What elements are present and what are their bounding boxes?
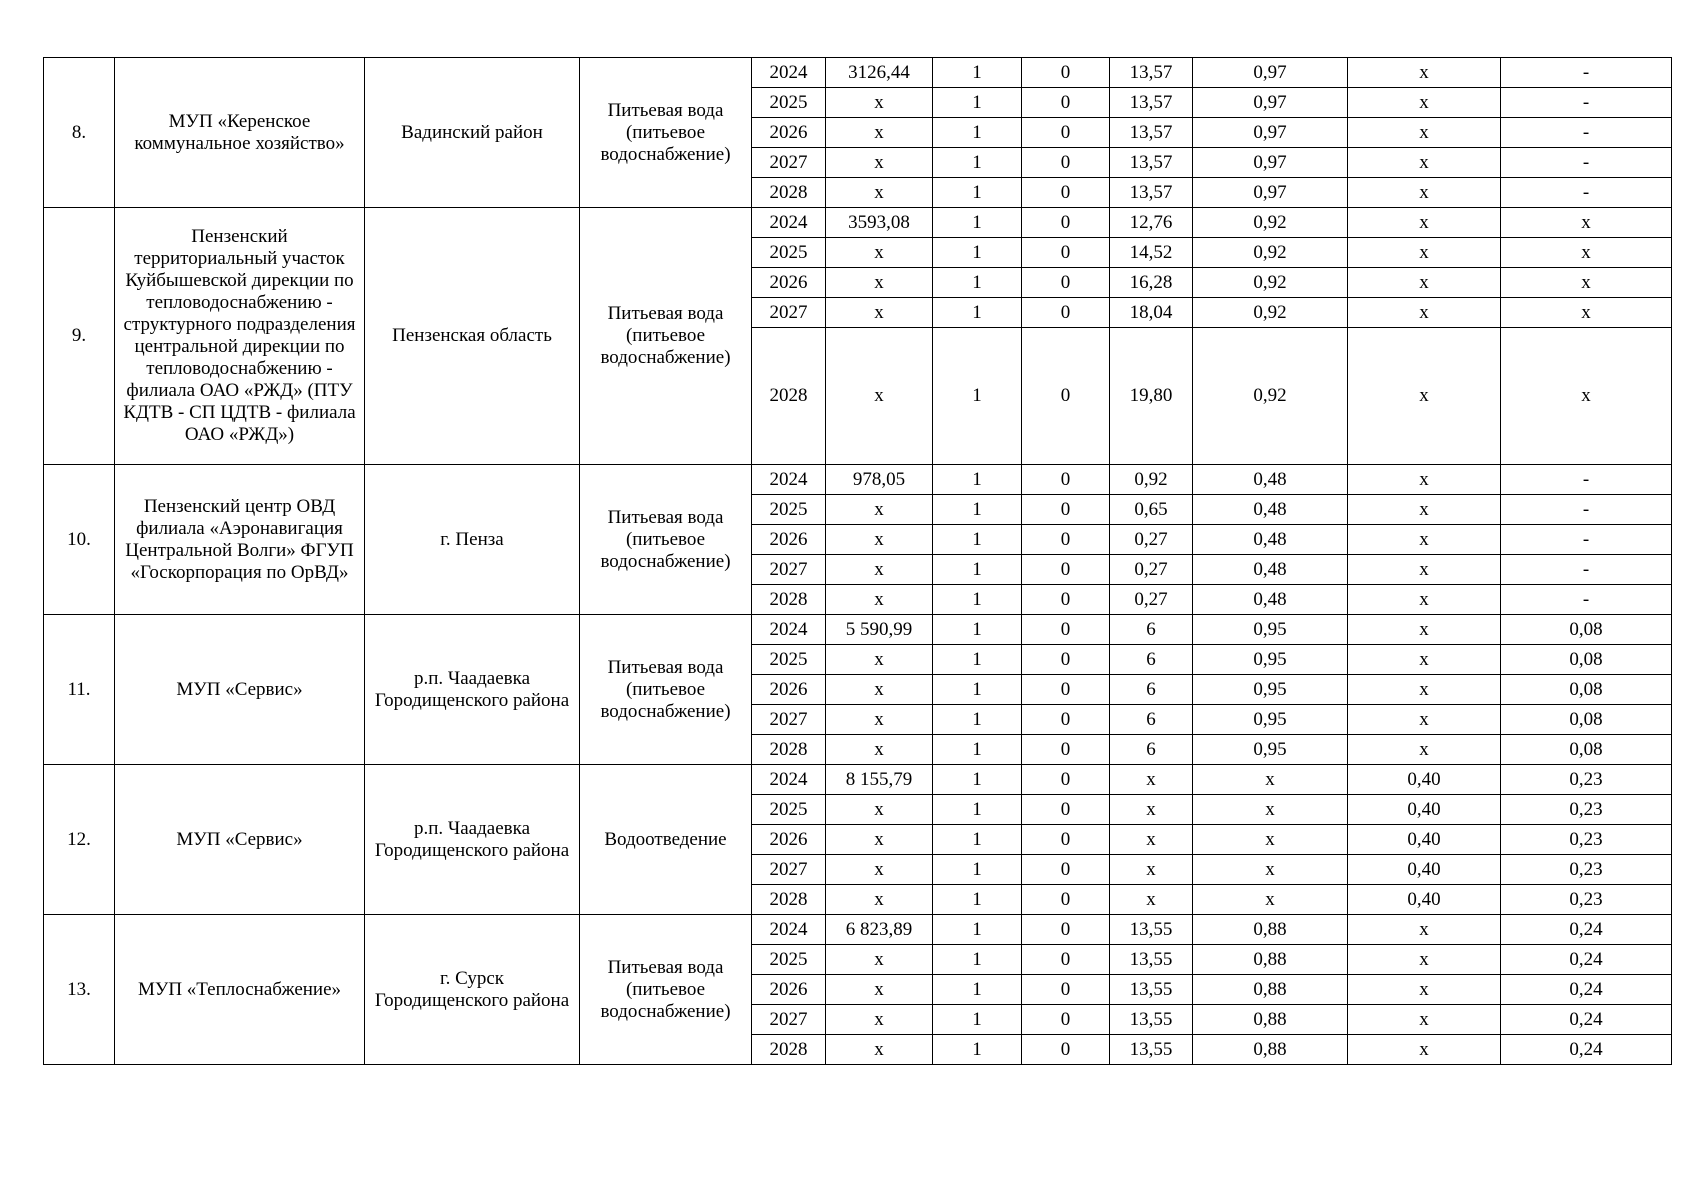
cell-indicator-e: х [1348, 148, 1501, 178]
cell-indicator-d: 0,92 [1193, 268, 1348, 298]
cell-value: х [826, 825, 933, 855]
cell-year: 2025 [752, 238, 826, 268]
row-number: 11. [44, 615, 115, 765]
cell-indicator-a: 1 [933, 525, 1022, 555]
cell-indicator-b: 0 [1022, 615, 1110, 645]
cell-indicator-e: х [1348, 465, 1501, 495]
cell-value: х [826, 975, 933, 1005]
cell-indicator-d: 0,88 [1193, 1035, 1348, 1065]
cell-year: 2024 [752, 765, 826, 795]
cell-indicator-a: 1 [933, 825, 1022, 855]
cell-value: х [826, 238, 933, 268]
cell-value: х [826, 585, 933, 615]
cell-indicator-d: 0,97 [1193, 58, 1348, 88]
cell-indicator-e: х [1348, 1035, 1501, 1065]
cell-indicator-b: 0 [1022, 1005, 1110, 1035]
location: р.п. Чаадаевка Городищенского района [365, 765, 580, 915]
organization-name: Пензенский центр ОВД филиала «Аэронавигация Центральной Волги» ФГУП «Госкорпорация по ОрВД» [115, 465, 365, 615]
location: Пензенская область [365, 208, 580, 465]
cell-indicator-c: х [1110, 795, 1193, 825]
cell-indicator-a: 1 [933, 1005, 1022, 1035]
cell-indicator-f: - [1501, 555, 1672, 585]
cell-year: 2028 [752, 328, 826, 465]
cell-indicator-e: х [1348, 118, 1501, 148]
cell-indicator-d: 0,48 [1193, 555, 1348, 585]
cell-indicator-e: х [1348, 328, 1501, 465]
cell-indicator-e: х [1348, 525, 1501, 555]
cell-value: х [826, 268, 933, 298]
cell-indicator-d: 0,95 [1193, 705, 1348, 735]
cell-indicator-b: 0 [1022, 825, 1110, 855]
cell-indicator-c: 18,04 [1110, 298, 1193, 328]
cell-indicator-c: 0,27 [1110, 585, 1193, 615]
cell-indicator-e: 0,40 [1348, 795, 1501, 825]
cell-value: 5 590,99 [826, 615, 933, 645]
cell-indicator-c: 6 [1110, 705, 1193, 735]
cell-value: х [826, 855, 933, 885]
cell-value: х [826, 675, 933, 705]
cell-indicator-f: 0,23 [1501, 765, 1672, 795]
cell-indicator-f: 0,24 [1501, 915, 1672, 945]
cell-value: х [826, 495, 933, 525]
row-number: 8. [44, 58, 115, 208]
cell-indicator-c: 6 [1110, 645, 1193, 675]
table-row [44, 915, 1672, 945]
cell-indicator-f: 0,23 [1501, 795, 1672, 825]
cell-indicator-e: х [1348, 298, 1501, 328]
cell-indicator-d: 0,48 [1193, 495, 1348, 525]
cell-year: 2028 [752, 1035, 826, 1065]
cell-indicator-b: 0 [1022, 238, 1110, 268]
cell-indicator-b: 0 [1022, 795, 1110, 825]
cell-indicator-b: 0 [1022, 1035, 1110, 1065]
cell-indicator-f: х [1501, 328, 1672, 465]
cell-indicator-c: 13,55 [1110, 1035, 1193, 1065]
location: Вадинский район [365, 58, 580, 208]
cell-indicator-d: 0,97 [1193, 148, 1348, 178]
cell-indicator-f: 0,23 [1501, 855, 1672, 885]
row-number: 10. [44, 465, 115, 615]
cell-indicator-a: 1 [933, 148, 1022, 178]
cell-indicator-f: х [1501, 268, 1672, 298]
cell-indicator-f: 0,23 [1501, 825, 1672, 855]
cell-indicator-f: 0,24 [1501, 1005, 1672, 1035]
table-row [44, 765, 1672, 795]
cell-indicator-c: 0,27 [1110, 525, 1193, 555]
cell-indicator-e: х [1348, 1005, 1501, 1035]
cell-value: 978,05 [826, 465, 933, 495]
organization-name: МУП «Керенское коммунальное хозяйство» [115, 58, 365, 208]
cell-indicator-e: х [1348, 208, 1501, 238]
cell-indicator-f: - [1501, 58, 1672, 88]
cell-indicator-d: х [1193, 795, 1348, 825]
cell-indicator-c: 13,57 [1110, 118, 1193, 148]
cell-year: 2027 [752, 705, 826, 735]
tariff-table [43, 57, 1672, 1065]
cell-indicator-b: 0 [1022, 208, 1110, 238]
cell-indicator-a: 1 [933, 465, 1022, 495]
cell-indicator-b: 0 [1022, 975, 1110, 1005]
cell-indicator-b: 0 [1022, 885, 1110, 915]
cell-year: 2028 [752, 735, 826, 765]
cell-indicator-c: 12,76 [1110, 208, 1193, 238]
cell-indicator-d: 0,48 [1193, 585, 1348, 615]
cell-indicator-e: х [1348, 915, 1501, 945]
cell-indicator-a: 1 [933, 58, 1022, 88]
cell-indicator-a: 1 [933, 645, 1022, 675]
cell-indicator-c: 13,57 [1110, 58, 1193, 88]
cell-indicator-c: 16,28 [1110, 268, 1193, 298]
cell-indicator-b: 0 [1022, 88, 1110, 118]
cell-indicator-d: 0,92 [1193, 328, 1348, 465]
cell-year: 2025 [752, 88, 826, 118]
organization-name: Пензенский территориальный участок Куйбышевской дирекции по тепловодоснабжению - структурного подразделения центральной дирекции по тепловодоснабжению - филиала ОАО «РЖД» (ПТУ КДТВ - СП ЦДТВ - филиала ОАО «РЖД») [115, 208, 365, 465]
cell-indicator-c: 13,55 [1110, 915, 1193, 945]
cell-indicator-e: х [1348, 645, 1501, 675]
cell-indicator-f: - [1501, 118, 1672, 148]
cell-year: 2024 [752, 465, 826, 495]
cell-indicator-d: х [1193, 825, 1348, 855]
cell-indicator-a: 1 [933, 208, 1022, 238]
location: р.п. Чаадаевка Городищенского района [365, 615, 580, 765]
cell-indicator-b: 0 [1022, 495, 1110, 525]
cell-year: 2026 [752, 975, 826, 1005]
cell-indicator-e: х [1348, 88, 1501, 118]
cell-indicator-c: 6 [1110, 675, 1193, 705]
cell-indicator-e: х [1348, 58, 1501, 88]
cell-year: 2027 [752, 855, 826, 885]
cell-indicator-f: 0,08 [1501, 705, 1672, 735]
cell-indicator-b: 0 [1022, 675, 1110, 705]
row-number: 9. [44, 208, 115, 465]
cell-indicator-d: 0,48 [1193, 465, 1348, 495]
table-row [44, 615, 1672, 645]
cell-indicator-a: 1 [933, 735, 1022, 765]
cell-indicator-e: х [1348, 495, 1501, 525]
cell-indicator-a: 1 [933, 298, 1022, 328]
organization-name: МУП «Сервис» [115, 765, 365, 915]
cell-indicator-d: 0,97 [1193, 118, 1348, 148]
cell-indicator-d: х [1193, 885, 1348, 915]
cell-indicator-c: х [1110, 825, 1193, 855]
cell-year: 2025 [752, 945, 826, 975]
cell-indicator-f: х [1501, 298, 1672, 328]
cell-year: 2027 [752, 298, 826, 328]
cell-indicator-e: х [1348, 615, 1501, 645]
cell-indicator-a: 1 [933, 675, 1022, 705]
cell-value: х [826, 705, 933, 735]
cell-year: 2024 [752, 58, 826, 88]
cell-indicator-a: 1 [933, 855, 1022, 885]
cell-indicator-a: 1 [933, 705, 1022, 735]
cell-value: х [826, 945, 933, 975]
cell-indicator-d: 0,95 [1193, 675, 1348, 705]
cell-indicator-e: 0,40 [1348, 825, 1501, 855]
cell-year: 2026 [752, 118, 826, 148]
table-row [44, 58, 1672, 88]
cell-value: х [826, 795, 933, 825]
cell-indicator-a: 1 [933, 585, 1022, 615]
cell-year: 2026 [752, 675, 826, 705]
cell-indicator-c: 0,92 [1110, 465, 1193, 495]
cell-indicator-b: 0 [1022, 765, 1110, 795]
cell-indicator-d: 0,48 [1193, 525, 1348, 555]
cell-indicator-c: х [1110, 855, 1193, 885]
cell-year: 2025 [752, 495, 826, 525]
cell-indicator-e: 0,40 [1348, 855, 1501, 885]
cell-indicator-d: 0,92 [1193, 238, 1348, 268]
cell-indicator-a: 1 [933, 328, 1022, 465]
cell-indicator-f: - [1501, 148, 1672, 178]
cell-value: 6 823,89 [826, 915, 933, 945]
cell-indicator-c: 0,27 [1110, 555, 1193, 585]
cell-indicator-e: х [1348, 555, 1501, 585]
cell-indicator-e: х [1348, 585, 1501, 615]
resource-type: Питьевая вода (питьевое водоснабжение) [580, 915, 752, 1065]
resource-type: Водоотведение [580, 765, 752, 915]
cell-value: х [826, 148, 933, 178]
cell-indicator-b: 0 [1022, 735, 1110, 765]
cell-indicator-b: 0 [1022, 645, 1110, 675]
cell-indicator-f: х [1501, 238, 1672, 268]
cell-indicator-a: 1 [933, 268, 1022, 298]
cell-indicator-c: 13,55 [1110, 945, 1193, 975]
cell-indicator-e: х [1348, 268, 1501, 298]
cell-indicator-d: 0,92 [1193, 298, 1348, 328]
cell-year: 2024 [752, 208, 826, 238]
cell-year: 2026 [752, 268, 826, 298]
cell-indicator-c: 0,65 [1110, 495, 1193, 525]
resource-type: Питьевая вода (питьевое водоснабжение) [580, 465, 752, 615]
cell-indicator-e: х [1348, 975, 1501, 1005]
cell-year: 2028 [752, 885, 826, 915]
cell-indicator-f: - [1501, 585, 1672, 615]
cell-indicator-b: 0 [1022, 58, 1110, 88]
cell-year: 2025 [752, 645, 826, 675]
cell-indicator-f: 0,24 [1501, 975, 1672, 1005]
organization-name: МУП «Сервис» [115, 615, 365, 765]
cell-indicator-f: - [1501, 495, 1672, 525]
cell-indicator-a: 1 [933, 915, 1022, 945]
cell-indicator-e: х [1348, 675, 1501, 705]
cell-indicator-d: х [1193, 765, 1348, 795]
cell-year: 2024 [752, 915, 826, 945]
cell-indicator-e: х [1348, 735, 1501, 765]
resource-type: Питьевая вода (питьевое водоснабжение) [580, 58, 752, 208]
cell-indicator-f: 0,23 [1501, 885, 1672, 915]
cell-indicator-d: 0,95 [1193, 735, 1348, 765]
cell-indicator-c: х [1110, 765, 1193, 795]
cell-value: 3593,08 [826, 208, 933, 238]
cell-indicator-b: 0 [1022, 178, 1110, 208]
cell-value: х [826, 885, 933, 915]
cell-indicator-c: 6 [1110, 735, 1193, 765]
cell-indicator-f: - [1501, 525, 1672, 555]
cell-indicator-f: 0,24 [1501, 945, 1672, 975]
cell-indicator-f: 0,08 [1501, 675, 1672, 705]
cell-indicator-c: 14,52 [1110, 238, 1193, 268]
resource-type: Питьевая вода (питьевое водоснабжение) [580, 208, 752, 465]
cell-year: 2027 [752, 148, 826, 178]
cell-indicator-b: 0 [1022, 555, 1110, 585]
cell-value: х [826, 555, 933, 585]
cell-indicator-d: 0,88 [1193, 915, 1348, 945]
location: г. Сурск Городищенского района [365, 915, 580, 1065]
cell-indicator-b: 0 [1022, 525, 1110, 555]
cell-value: х [826, 1005, 933, 1035]
cell-indicator-f: 0,08 [1501, 615, 1672, 645]
organization-name: МУП «Теплоснабжение» [115, 915, 365, 1065]
cell-indicator-f: - [1501, 178, 1672, 208]
cell-year: 2027 [752, 555, 826, 585]
cell-year: 2027 [752, 1005, 826, 1035]
cell-indicator-d: 0,88 [1193, 1005, 1348, 1035]
cell-indicator-f: - [1501, 465, 1672, 495]
cell-indicator-c: 13,57 [1110, 178, 1193, 208]
cell-indicator-f: 0,08 [1501, 735, 1672, 765]
cell-indicator-d: х [1193, 855, 1348, 885]
cell-year: 2024 [752, 615, 826, 645]
cell-indicator-a: 1 [933, 795, 1022, 825]
cell-indicator-b: 0 [1022, 705, 1110, 735]
cell-value: 8 155,79 [826, 765, 933, 795]
cell-indicator-b: 0 [1022, 328, 1110, 465]
cell-indicator-b: 0 [1022, 585, 1110, 615]
cell-indicator-a: 1 [933, 975, 1022, 1005]
cell-value: х [826, 118, 933, 148]
cell-year: 2026 [752, 525, 826, 555]
cell-indicator-a: 1 [933, 765, 1022, 795]
cell-indicator-a: 1 [933, 118, 1022, 148]
cell-indicator-f: - [1501, 88, 1672, 118]
cell-indicator-f: 0,08 [1501, 645, 1672, 675]
cell-indicator-c: 19,80 [1110, 328, 1193, 465]
cell-indicator-c: х [1110, 885, 1193, 915]
cell-indicator-e: х [1348, 178, 1501, 208]
row-number: 13. [44, 915, 115, 1065]
table-row [44, 208, 1672, 238]
table-body [44, 58, 1672, 1065]
cell-indicator-b: 0 [1022, 465, 1110, 495]
cell-indicator-e: 0,40 [1348, 885, 1501, 915]
cell-indicator-a: 1 [933, 885, 1022, 915]
cell-indicator-d: 0,95 [1193, 615, 1348, 645]
cell-indicator-b: 0 [1022, 855, 1110, 885]
cell-indicator-c: 13,55 [1110, 975, 1193, 1005]
cell-indicator-a: 1 [933, 1035, 1022, 1065]
cell-value: х [826, 735, 933, 765]
cell-indicator-c: 13,57 [1110, 88, 1193, 118]
cell-indicator-c: 13,55 [1110, 1005, 1193, 1035]
cell-indicator-b: 0 [1022, 148, 1110, 178]
cell-indicator-e: х [1348, 945, 1501, 975]
cell-indicator-a: 1 [933, 178, 1022, 208]
cell-value: 3126,44 [826, 58, 933, 88]
cell-value: х [826, 178, 933, 208]
cell-indicator-b: 0 [1022, 298, 1110, 328]
cell-indicator-d: 0,97 [1193, 178, 1348, 208]
cell-indicator-e: 0,40 [1348, 765, 1501, 795]
cell-indicator-b: 0 [1022, 945, 1110, 975]
location: г. Пенза [365, 465, 580, 615]
resource-type: Питьевая вода (питьевое водоснабжение) [580, 615, 752, 765]
cell-indicator-b: 0 [1022, 118, 1110, 148]
cell-indicator-d: 0,97 [1193, 88, 1348, 118]
cell-indicator-b: 0 [1022, 915, 1110, 945]
cell-indicator-c: 6 [1110, 615, 1193, 645]
cell-indicator-d: 0,88 [1193, 945, 1348, 975]
cell-indicator-e: х [1348, 238, 1501, 268]
table-row [44, 465, 1672, 495]
cell-year: 2028 [752, 585, 826, 615]
cell-year: 2026 [752, 825, 826, 855]
cell-year: 2025 [752, 795, 826, 825]
cell-indicator-a: 1 [933, 495, 1022, 525]
cell-value: х [826, 525, 933, 555]
cell-value: х [826, 328, 933, 465]
cell-value: х [826, 88, 933, 118]
cell-indicator-a: 1 [933, 615, 1022, 645]
cell-indicator-c: 13,57 [1110, 148, 1193, 178]
cell-value: х [826, 298, 933, 328]
cell-indicator-d: 0,88 [1193, 975, 1348, 1005]
cell-value: х [826, 1035, 933, 1065]
cell-indicator-a: 1 [933, 238, 1022, 268]
cell-value: х [826, 645, 933, 675]
cell-indicator-e: х [1348, 705, 1501, 735]
cell-indicator-a: 1 [933, 945, 1022, 975]
cell-indicator-f: х [1501, 208, 1672, 238]
cell-year: 2028 [752, 178, 826, 208]
row-number: 12. [44, 765, 115, 915]
cell-indicator-a: 1 [933, 88, 1022, 118]
cell-indicator-f: 0,24 [1501, 1035, 1672, 1065]
cell-indicator-d: 0,92 [1193, 208, 1348, 238]
cell-indicator-b: 0 [1022, 268, 1110, 298]
cell-indicator-a: 1 [933, 555, 1022, 585]
cell-indicator-d: 0,95 [1193, 645, 1348, 675]
